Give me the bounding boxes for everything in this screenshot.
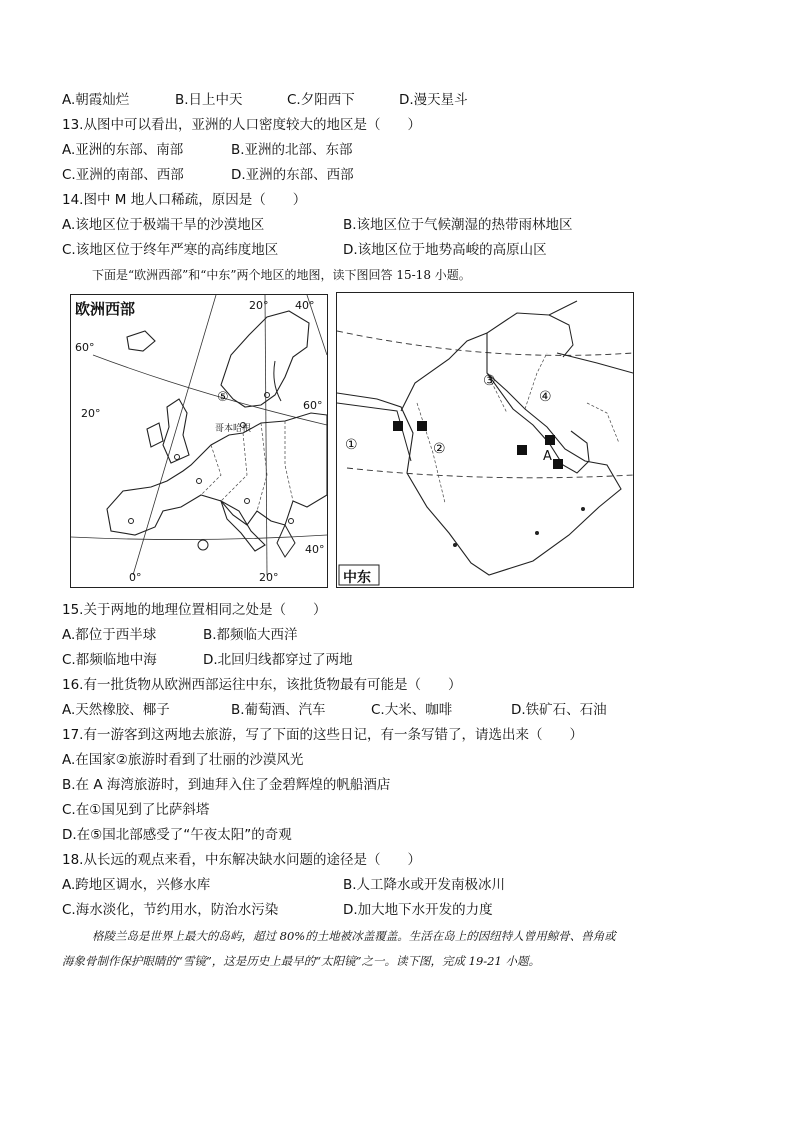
q18-option-b: B.人工降水或开发南极冰川 [343, 877, 506, 893]
island-mark [198, 540, 208, 550]
region-marker-3: ③ [483, 373, 496, 389]
city-dot [265, 393, 270, 398]
q17-option-d: D.在⑤国北部感受了“午夜太阳”的奇观 [62, 827, 292, 843]
city-dot [453, 543, 457, 547]
q12-option-d: D.漫天星斗 [399, 92, 468, 108]
q16-option-b: B.葡萄酒、汽车 [231, 702, 326, 718]
section-intro-19-21-line1: 格陵兰岛是世界上最大的岛屿，超过 80%的土地被冰盖覆盖。生活在岛上的因纽特人曾用鲸骨、兽角或 [92, 929, 616, 943]
q14-option-d: D.该地区位于地势高峻的高原山区 [343, 242, 547, 258]
persian-gulf [487, 373, 589, 473]
map-western-europe [70, 294, 328, 588]
q17-stem: 17.有一游客到这两地去旅游，写了下面的这些日记，有一条写错了，请选出来（ ） [62, 727, 583, 743]
meridian-0 [133, 295, 216, 575]
iceland-outline [127, 331, 155, 351]
greece-outline [277, 525, 295, 557]
section-intro-19-21-line2: 海象骨制作保护眼睛的“雪镜”，这是历史上最早的“太阳镜”之一。读下图，完成 19-21 小题。 [62, 954, 540, 968]
q13-option-c: C.亚洲的南部、西部 [62, 167, 184, 183]
map-middle-east-drawing [337, 293, 633, 587]
q14-option-b: B.该地区位于气候潮湿的热带雨林地区 [343, 217, 573, 233]
city-dot [175, 455, 180, 460]
q17-option-a: A.在国家②旅游时看到了壮丽的沙漠风光 [62, 752, 304, 768]
lat-label-60-right: 60° [303, 399, 323, 412]
lon-label-0: 0° [129, 571, 142, 584]
region-marker-2: ② [433, 441, 446, 457]
q12-option-c: C.夕阳西下 [287, 92, 355, 108]
q15-option-b: B.都频临大西洋 [203, 627, 298, 643]
q13-option-d: D.亚洲的东部、西部 [231, 167, 354, 183]
city-dot [581, 507, 585, 511]
q18-stem: 18.从长远的观点来看，中东解决缺水问题的途径是（ ） [62, 852, 421, 868]
q14-option-c: C.该地区位于终年严寒的高纬度地区 [62, 242, 279, 258]
ireland-outline [147, 423, 163, 447]
region-marker-5: ⑤ [217, 390, 229, 405]
q14-option-a: A.该地区位于极端干旱的沙漠地区 [62, 217, 265, 233]
q17-option-c: C.在①国见到了比萨斜塔 [62, 802, 210, 818]
city-label-copenhagen: 哥本哈根 [215, 424, 252, 434]
q13-option-a: A.亚洲的东部、南部 [62, 142, 184, 158]
map-right-title: 中东 [343, 570, 371, 586]
q15-option-d: D.北回归线都穿过了两地 [203, 652, 353, 668]
q16-stem: 16.有一批货物从欧洲西部运往中东，该批货物最有可能是（ ） [62, 677, 462, 693]
q14-stem: 14.图中 M 地人口稀疏，原因是（ ） [62, 192, 307, 208]
caspian-edge [557, 353, 633, 373]
q13-option-b: B.亚洲的北部、东部 [231, 142, 353, 158]
arabia-coastline [337, 301, 621, 575]
levant-coast [401, 333, 487, 411]
q13-stem: 13.从图中可以看出，亚洲的人口密度较大的地区是（ ） [62, 117, 421, 133]
q15-option-a: A.都位于西半球 [62, 627, 157, 643]
lat-label-20: 20° [81, 407, 101, 420]
q16-option-c: C.大米、咖啡 [371, 702, 453, 718]
city-dot [245, 499, 250, 504]
q12-option-b: B.日上中天 [175, 92, 243, 108]
region-marker-1: ① [345, 437, 358, 453]
q12-option-a: A.朝霞灿烂 [62, 92, 130, 108]
lon-label-20-top: 20° [249, 299, 269, 312]
caspian-sea [549, 315, 573, 357]
map-middle-east [336, 292, 634, 588]
latitude-dashed-north [337, 331, 633, 355]
q16-option-d: D.铁矿石、石油 [511, 702, 607, 718]
q15-option-c: C.都频临地中海 [62, 652, 157, 668]
q18-option-c: C.海水淡化，节约用水，防治水污染 [62, 902, 279, 918]
q18-option-d: D.加大地下水开发的力度 [343, 902, 493, 918]
oil-well-icons [393, 421, 563, 469]
tropic-of-cancer [347, 468, 633, 478]
gulf-marker-a: A [543, 449, 552, 464]
map-western-europe-drawing [71, 295, 327, 587]
region-marker-4: ④ [539, 389, 552, 405]
q17-option-b: B.在 A 海湾旅游时，到迪拜入住了金碧辉煌的帆船酒店 [62, 777, 391, 793]
borders [417, 353, 619, 503]
section-intro-15-18: 下面是“欧洲西部”和“中东”两个地区的地图，读下图回答 15-18 小题。 [92, 268, 471, 282]
lat-label-40: 40° [305, 543, 325, 556]
city-dot [129, 519, 134, 524]
q18-option-a: A.跨地区调水，兴修水库 [62, 877, 211, 893]
country-borders [201, 421, 293, 511]
city-dot [197, 479, 202, 484]
meridian-20 [265, 295, 267, 575]
q15-stem: 15.关于两地的地理位置相同之处是（ ） [62, 602, 327, 618]
lat-label-60-left: 60° [75, 341, 95, 354]
latitude-line-40 [71, 535, 327, 540]
map-left-title: 欧洲西部 [75, 300, 136, 318]
city-dot [535, 531, 539, 535]
lon-label-20-bottom: 20° [259, 571, 279, 584]
latitude-line-60 [93, 355, 327, 425]
lon-label-40: 40° [295, 299, 315, 312]
q16-option-a: A.天然橡胶、椰子 [62, 702, 170, 718]
city-dot [289, 519, 294, 524]
